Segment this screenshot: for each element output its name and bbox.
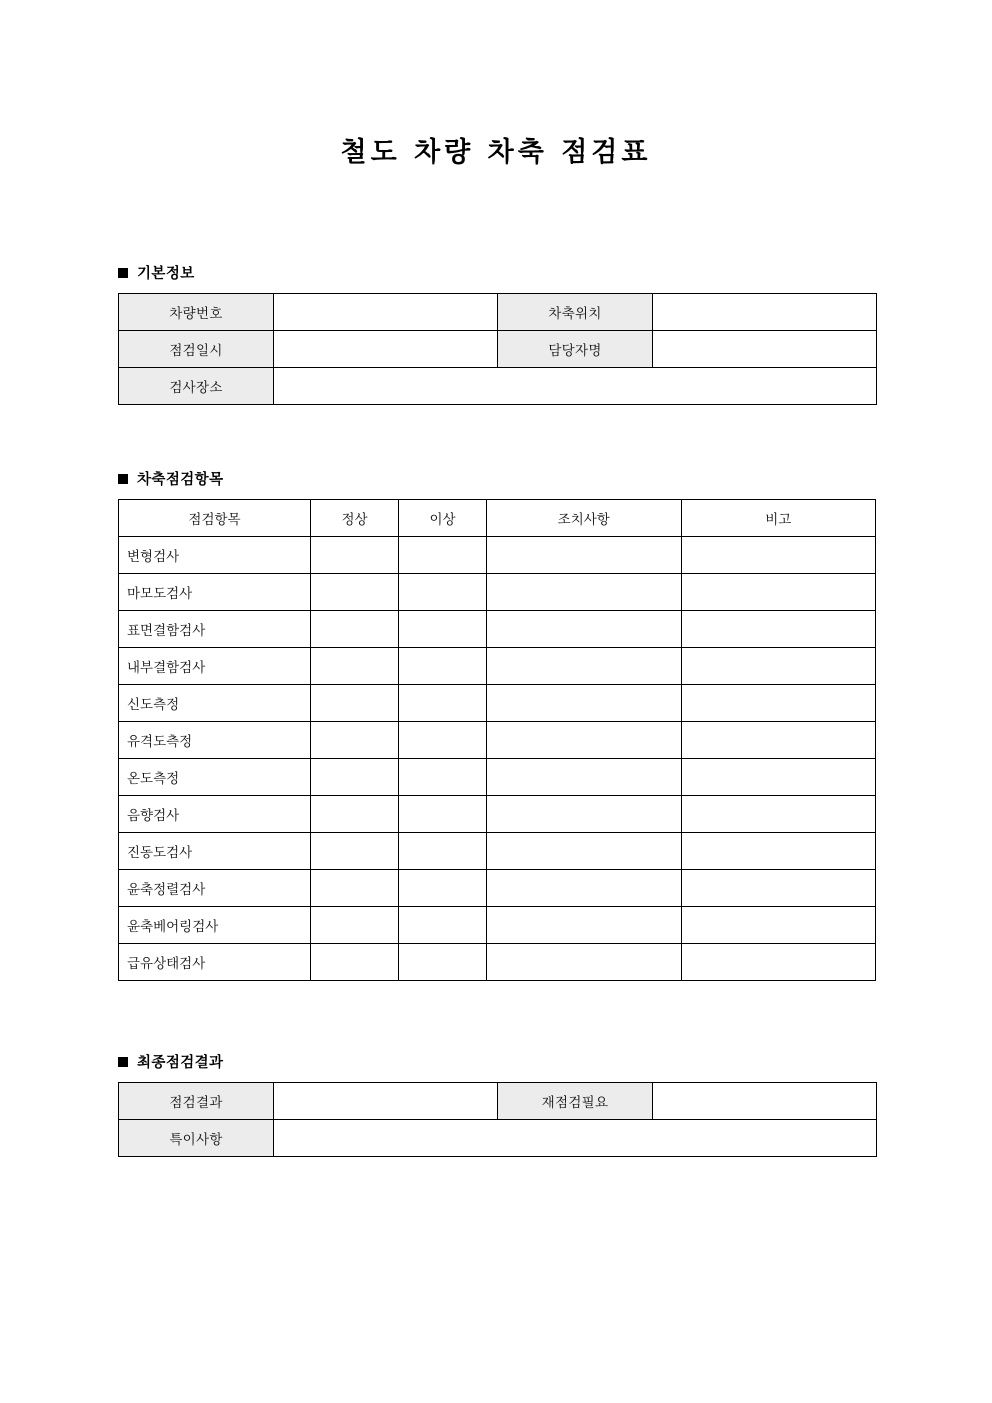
table-row — [119, 907, 876, 944]
inspection-item-action-cell[interactable] — [487, 722, 682, 759]
label-inspector-name: 담당자명 — [498, 331, 653, 368]
table-row — [119, 944, 876, 981]
field-inspection-datetime[interactable] — [274, 331, 498, 368]
inspection-item-action-cell[interactable] — [487, 907, 682, 944]
section-basic-info — [118, 262, 876, 405]
inspection-item-label: 진동도검사 — [119, 833, 311, 870]
table-row — [119, 294, 877, 331]
column-header-item: 점검항목 — [119, 500, 311, 537]
inspection-item-normal-cell[interactable] — [311, 907, 399, 944]
inspection-item-normal-cell[interactable] — [311, 944, 399, 981]
inspection-item-action-cell[interactable] — [487, 537, 682, 574]
inspection-item-normal-cell[interactable] — [311, 796, 399, 833]
table-row — [119, 368, 877, 405]
inspection-item-label: 변형검사 — [119, 537, 311, 574]
section-heading-label: 최종점검결과 — [137, 1055, 224, 1072]
table-row — [119, 537, 876, 574]
field-inspector-name[interactable] — [653, 331, 877, 368]
table-row — [119, 870, 876, 907]
inspection-item-note-cell[interactable] — [681, 907, 876, 944]
inspection-item-normal-cell[interactable] — [311, 574, 399, 611]
inspection-item-action-cell[interactable] — [487, 685, 682, 722]
inspection-item-label: 표면결함검사 — [119, 611, 311, 648]
column-header-note: 비고 — [681, 500, 876, 537]
field-reinspection-required[interactable] — [653, 1083, 877, 1120]
inspection-item-abnormal-cell[interactable] — [399, 870, 487, 907]
final-result-table — [118, 1082, 877, 1157]
inspection-item-abnormal-cell[interactable] — [399, 944, 487, 981]
table-row — [119, 611, 876, 648]
inspection-item-label: 음향검사 — [119, 796, 311, 833]
inspection-item-abnormal-cell[interactable] — [399, 685, 487, 722]
field-axle-position[interactable] — [653, 294, 877, 331]
inspection-item-abnormal-cell[interactable] — [399, 611, 487, 648]
square-bullet-icon — [118, 1057, 128, 1067]
inspection-item-action-cell[interactable] — [487, 611, 682, 648]
inspection-item-label: 신도측정 — [119, 685, 311, 722]
inspection-item-action-cell[interactable] — [487, 944, 682, 981]
section-heading-label: 차축점검항목 — [137, 472, 224, 489]
table-row — [119, 685, 876, 722]
inspection-item-abnormal-cell[interactable] — [399, 537, 487, 574]
section-heading-final-result — [118, 1051, 876, 1072]
table-row — [119, 648, 876, 685]
table-row — [119, 1120, 877, 1157]
section-inspection-items — [118, 468, 876, 981]
inspection-item-label: 온도측정 — [119, 759, 311, 796]
column-header-normal: 정상 — [311, 500, 399, 537]
inspection-item-note-cell[interactable] — [681, 833, 876, 870]
inspection-item-normal-cell[interactable] — [311, 833, 399, 870]
table-header-row — [119, 500, 876, 537]
inspection-item-action-cell[interactable] — [487, 870, 682, 907]
inspection-item-label: 윤축베어링검사 — [119, 907, 311, 944]
field-special-notes[interactable] — [274, 1120, 877, 1157]
label-reinspection-required: 재점검필요 — [498, 1083, 653, 1120]
inspection-item-label: 급유상태검사 — [119, 944, 311, 981]
inspection-item-abnormal-cell[interactable] — [399, 796, 487, 833]
section-final-result — [118, 1051, 876, 1157]
inspection-item-normal-cell[interactable] — [311, 648, 399, 685]
inspection-item-label: 윤축정렬검사 — [119, 870, 311, 907]
inspection-item-note-cell[interactable] — [681, 648, 876, 685]
field-inspection-location[interactable] — [274, 368, 877, 405]
table-row — [119, 759, 876, 796]
inspection-item-normal-cell[interactable] — [311, 685, 399, 722]
inspection-item-normal-cell[interactable] — [311, 722, 399, 759]
label-inspection-location: 검사장소 — [119, 368, 274, 405]
inspection-item-action-cell[interactable] — [487, 796, 682, 833]
inspection-item-normal-cell[interactable] — [311, 870, 399, 907]
inspection-item-abnormal-cell[interactable] — [399, 833, 487, 870]
inspection-item-note-cell[interactable] — [681, 722, 876, 759]
inspection-item-note-cell[interactable] — [681, 796, 876, 833]
column-header-action: 조치사항 — [487, 500, 682, 537]
inspection-item-label: 내부결함검사 — [119, 648, 311, 685]
table-row — [119, 574, 876, 611]
inspection-item-action-cell[interactable] — [487, 574, 682, 611]
section-heading-label: 기본정보 — [137, 266, 195, 283]
inspection-item-note-cell[interactable] — [681, 537, 876, 574]
basic-info-table — [118, 293, 877, 405]
inspection-item-action-cell[interactable] — [487, 833, 682, 870]
square-bullet-icon — [118, 474, 128, 484]
inspection-item-abnormal-cell[interactable] — [399, 907, 487, 944]
column-header-abnormal: 이상 — [399, 500, 487, 537]
inspection-item-label: 마모도검사 — [119, 574, 311, 611]
table-row — [119, 331, 877, 368]
inspection-item-normal-cell[interactable] — [311, 611, 399, 648]
field-inspection-result[interactable] — [274, 1083, 498, 1120]
square-bullet-icon — [118, 268, 128, 278]
section-heading-inspection-items — [118, 468, 876, 489]
inspection-item-note-cell[interactable] — [681, 870, 876, 907]
inspection-item-normal-cell[interactable] — [311, 537, 399, 574]
inspection-item-note-cell[interactable] — [681, 685, 876, 722]
label-inspection-datetime: 점검일시 — [119, 331, 274, 368]
label-axle-position: 차축위치 — [498, 294, 653, 331]
inspection-item-abnormal-cell[interactable] — [399, 722, 487, 759]
table-row — [119, 796, 876, 833]
inspection-item-note-cell[interactable] — [681, 944, 876, 981]
table-row — [119, 833, 876, 870]
section-heading-basic-info — [118, 262, 876, 283]
inspection-item-normal-cell[interactable] — [311, 759, 399, 796]
field-vehicle-number[interactable] — [274, 294, 498, 331]
table-row — [119, 722, 876, 759]
inspection-item-action-cell[interactable] — [487, 648, 682, 685]
inspection-item-abnormal-cell[interactable] — [399, 648, 487, 685]
inspection-items-table — [118, 499, 876, 981]
inspection-item-note-cell[interactable] — [681, 574, 876, 611]
table-row — [119, 1083, 877, 1120]
inspection-item-note-cell[interactable] — [681, 759, 876, 796]
label-special-notes: 특이사항 — [119, 1120, 274, 1157]
inspection-item-action-cell[interactable] — [487, 759, 682, 796]
inspection-item-abnormal-cell[interactable] — [399, 759, 487, 796]
inspection-item-note-cell[interactable] — [681, 611, 876, 648]
page-title: 철도 차량 차축 점검표 — [340, 137, 652, 168]
inspection-item-abnormal-cell[interactable] — [399, 574, 487, 611]
label-inspection-result: 점검결과 — [119, 1083, 274, 1120]
inspection-item-label: 유격도측정 — [119, 722, 311, 759]
label-vehicle-number: 차량번호 — [119, 294, 274, 331]
